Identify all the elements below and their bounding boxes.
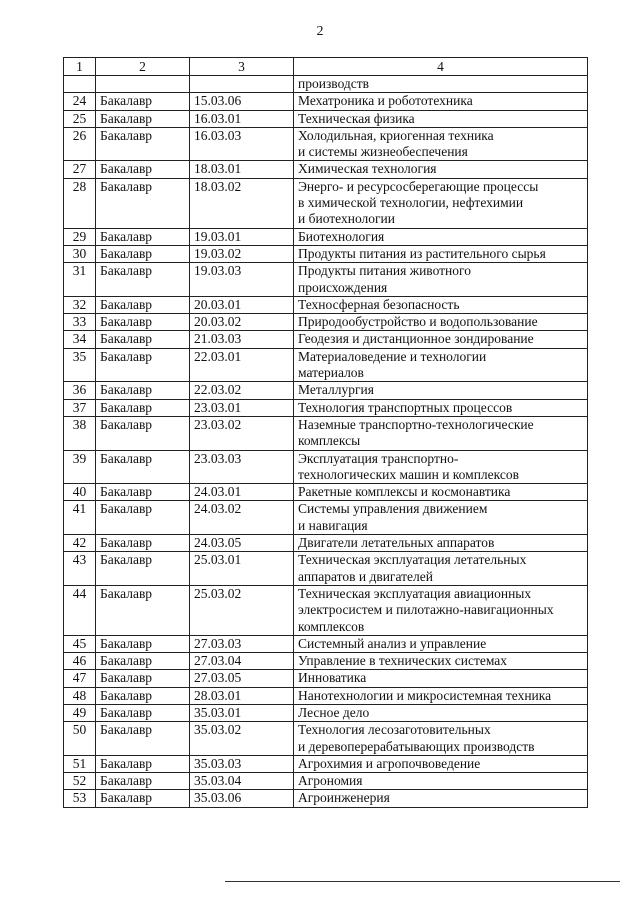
row-degree-level: Бакалавр (96, 773, 190, 790)
row-degree-level: Бакалавр (96, 687, 190, 704)
row-number: 42 (64, 535, 96, 552)
row-program-name: Техническая эксплуатация авиационных электросистем и пилотажно-навигационных комплексов (294, 585, 588, 635)
continuation-cell-number (64, 76, 96, 93)
header-col-2: 2 (96, 58, 190, 76)
row-program-code: 35.03.06 (190, 790, 294, 807)
row-program-code: 25.03.01 (190, 552, 294, 586)
table-row (64, 687, 588, 704)
table-row (64, 585, 588, 635)
continuation-row (64, 76, 588, 93)
row-number: 30 (64, 245, 96, 262)
table-row (64, 535, 588, 552)
row-program-name: Продукты питания животного происхождения (294, 263, 588, 297)
row-degree-level: Бакалавр (96, 228, 190, 245)
row-degree-level: Бакалавр (96, 161, 190, 178)
row-degree-level: Бакалавр (96, 552, 190, 586)
row-program-name: Биотехнология (294, 228, 588, 245)
row-degree-level: Бакалавр (96, 245, 190, 262)
row-program-code: 20.03.02 (190, 314, 294, 331)
row-program-name: Геодезия и дистанционное зондирование (294, 331, 588, 348)
row-program-name: Агрономия (294, 773, 588, 790)
row-number: 26 (64, 127, 96, 161)
row-program-name: Техническая эксплуатация летательных аппаратов и двигателей (294, 552, 588, 586)
row-number: 38 (64, 416, 96, 450)
row-program-code: 27.03.05 (190, 670, 294, 687)
row-degree-level: Бакалавр (96, 585, 190, 635)
row-program-code: 35.03.04 (190, 773, 294, 790)
row-number: 32 (64, 296, 96, 313)
header-col-4: 4 (294, 58, 588, 76)
row-program-code: 19.03.02 (190, 245, 294, 262)
row-number: 49 (64, 704, 96, 721)
table-row (64, 348, 588, 382)
row-program-name: Агрохимия и агропочвоведение (294, 755, 588, 772)
table-row (64, 416, 588, 450)
table-row (64, 501, 588, 535)
row-number: 50 (64, 722, 96, 756)
row-degree-level: Бакалавр (96, 93, 190, 110)
table-row (64, 110, 588, 127)
row-program-code: 28.03.01 (190, 687, 294, 704)
row-degree-level: Бакалавр (96, 178, 190, 228)
row-number: 36 (64, 382, 96, 399)
row-number: 52 (64, 773, 96, 790)
row-number: 37 (64, 399, 96, 416)
table-row (64, 773, 588, 790)
page-number: 2 (316, 24, 324, 39)
row-program-name: Металлургия (294, 382, 588, 399)
table-row (64, 552, 588, 586)
row-program-name: Управление в технических системах (294, 653, 588, 670)
row-program-name: Агроинженерия (294, 790, 588, 807)
row-degree-level: Бакалавр (96, 722, 190, 756)
row-program-name: Ракетные комплексы и космонавтика (294, 484, 588, 501)
table-row (64, 296, 588, 313)
row-degree-level: Бакалавр (96, 635, 190, 652)
row-program-code: 23.03.01 (190, 399, 294, 416)
row-program-code: 19.03.03 (190, 263, 294, 297)
row-program-code: 35.03.03 (190, 755, 294, 772)
table-row (64, 314, 588, 331)
row-number: 51 (64, 755, 96, 772)
table-body (64, 76, 588, 808)
row-program-name: Технология транспортных процессов (294, 399, 588, 416)
row-program-name: Холодильная, криогенная техника и системы жизнеобеспечения (294, 127, 588, 161)
row-degree-level: Бакалавр (96, 670, 190, 687)
row-number: 24 (64, 93, 96, 110)
row-number: 40 (64, 484, 96, 501)
row-program-name: Системный анализ и управление (294, 635, 588, 652)
row-program-name: Энерго- и ресурсосберегающие процессы в химической технологии, нефтехимии и биотехнологии (294, 178, 588, 228)
row-number: 27 (64, 161, 96, 178)
row-program-code: 24.03.01 (190, 484, 294, 501)
row-degree-level: Бакалавр (96, 704, 190, 721)
row-degree-level: Бакалавр (96, 314, 190, 331)
row-program-code: 27.03.03 (190, 635, 294, 652)
row-degree-level: Бакалавр (96, 653, 190, 670)
row-program-code: 25.03.02 (190, 585, 294, 635)
table-row (64, 653, 588, 670)
table-row (64, 382, 588, 399)
row-program-name: Продукты питания из растительного сырья (294, 245, 588, 262)
row-number: 39 (64, 450, 96, 484)
table-row (64, 127, 588, 161)
row-program-name: Эксплуатация транспортно- технологических машин и комплексов (294, 450, 588, 484)
row-program-code: 18.03.01 (190, 161, 294, 178)
continuation-cell-code (190, 76, 294, 93)
row-number: 29 (64, 228, 96, 245)
table-row (64, 161, 588, 178)
table-row (64, 178, 588, 228)
row-program-code: 19.03.01 (190, 228, 294, 245)
row-number: 46 (64, 653, 96, 670)
row-number: 43 (64, 552, 96, 586)
row-program-name: Системы управления движением и навигация (294, 501, 588, 535)
row-program-code: 35.03.02 (190, 722, 294, 756)
table-row (64, 331, 588, 348)
continuation-cell-name: производств (294, 76, 588, 93)
row-program-code: 27.03.04 (190, 653, 294, 670)
table-row (64, 484, 588, 501)
table-row (64, 450, 588, 484)
row-degree-level: Бакалавр (96, 535, 190, 552)
row-number: 28 (64, 178, 96, 228)
continuation-cell-level (96, 76, 190, 93)
row-degree-level: Бакалавр (96, 263, 190, 297)
row-program-name: Лесное дело (294, 704, 588, 721)
row-program-code: 35.03.01 (190, 704, 294, 721)
row-program-name: Материаловедение и технологии материалов (294, 348, 588, 382)
row-program-code: 23.03.03 (190, 450, 294, 484)
row-program-name: Инноватика (294, 670, 588, 687)
row-program-code: 24.03.05 (190, 535, 294, 552)
row-program-code: 21.03.03 (190, 331, 294, 348)
row-program-name: Химическая технология (294, 161, 588, 178)
header-col-1: 1 (64, 58, 96, 76)
row-program-code: 16.03.01 (190, 110, 294, 127)
bottom-rule (225, 881, 620, 882)
table-row (64, 399, 588, 416)
row-program-code: 16.03.03 (190, 127, 294, 161)
row-number: 34 (64, 331, 96, 348)
row-number: 35 (64, 348, 96, 382)
table-row (64, 635, 588, 652)
table-row (64, 93, 588, 110)
programs-table (63, 57, 588, 808)
row-program-code: 23.03.02 (190, 416, 294, 450)
row-program-code: 15.03.06 (190, 93, 294, 110)
row-degree-level: Бакалавр (96, 348, 190, 382)
row-program-name: Техническая физика (294, 110, 588, 127)
row-program-name: Нанотехнологии и микросистемная техника (294, 687, 588, 704)
row-program-code: 20.03.01 (190, 296, 294, 313)
row-program-name: Техносферная безопасность (294, 296, 588, 313)
table-row (64, 263, 588, 297)
row-program-code: 22.03.01 (190, 348, 294, 382)
row-program-code: 24.03.02 (190, 501, 294, 535)
row-degree-level: Бакалавр (96, 382, 190, 399)
row-program-name: Технология лесозаготовительных и деревоперерабатывающих производств (294, 722, 588, 756)
table-row (64, 704, 588, 721)
row-program-name: Природообустройство и водопользование (294, 314, 588, 331)
row-number: 44 (64, 585, 96, 635)
row-number: 41 (64, 501, 96, 535)
row-degree-level: Бакалавр (96, 331, 190, 348)
row-program-name: Наземные транспортно-технологические комплексы (294, 416, 588, 450)
row-degree-level: Бакалавр (96, 484, 190, 501)
row-degree-level: Бакалавр (96, 501, 190, 535)
row-number: 33 (64, 314, 96, 331)
row-number: 25 (64, 110, 96, 127)
table-row (64, 722, 588, 756)
table-row (64, 790, 588, 807)
row-degree-level: Бакалавр (96, 399, 190, 416)
row-degree-level: Бакалавр (96, 755, 190, 772)
header-col-3: 3 (190, 58, 294, 76)
row-degree-level: Бакалавр (96, 450, 190, 484)
row-program-code: 22.03.02 (190, 382, 294, 399)
header-row (64, 58, 588, 76)
row-number: 53 (64, 790, 96, 807)
row-program-name: Мехатроника и робототехника (294, 93, 588, 110)
row-degree-level: Бакалавр (96, 416, 190, 450)
row-number: 47 (64, 670, 96, 687)
row-degree-level: Бакалавр (96, 296, 190, 313)
row-number: 45 (64, 635, 96, 652)
table-row (64, 755, 588, 772)
row-number: 48 (64, 687, 96, 704)
row-degree-level: Бакалавр (96, 127, 190, 161)
row-degree-level: Бакалавр (96, 110, 190, 127)
row-degree-level: Бакалавр (96, 790, 190, 807)
table-row (64, 670, 588, 687)
row-program-code: 18.03.02 (190, 178, 294, 228)
row-program-name: Двигатели летательных аппаратов (294, 535, 588, 552)
table-row (64, 228, 588, 245)
table-row (64, 245, 588, 262)
row-number: 31 (64, 263, 96, 297)
